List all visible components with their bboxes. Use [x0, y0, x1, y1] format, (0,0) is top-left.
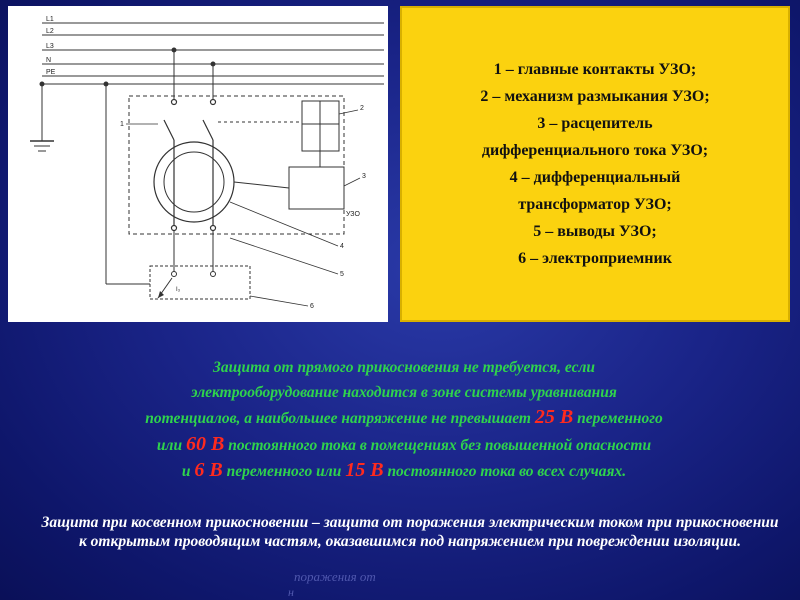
voltage-60v: 60 В	[185, 432, 225, 455]
p1-line-4: или 60 В постоянного тока в помещениях без повышенной опасности	[156, 432, 652, 455]
legend-item: трансформатор УЗО;	[518, 196, 672, 213]
p1-line-5: и 6 В переменного или 15 В постоянного тока во всех случаях.	[181, 459, 627, 481]
legend-item: 4 – дифференциальный	[509, 169, 681, 186]
voltage-15v: 15 В	[345, 459, 384, 481]
sensor-label: I₃	[176, 287, 181, 293]
indirect-contact-paragraph: Защита при косвенном прикосновении – защита от поражения электрическим током при прикосновении к открытым проводящим частям, оказавшимся под напряжением при повреждении изоляции.	[41, 514, 779, 550]
voltage-25v: 25 В	[534, 406, 574, 428]
legend-box	[400, 6, 790, 322]
callout-4: 4	[340, 243, 344, 250]
legend-item: 6 – электроприемник	[518, 250, 672, 267]
bus-label-l2: L2	[46, 28, 54, 35]
rcd-wiring-diagram	[8, 6, 388, 322]
rcd-schematic	[8, 6, 388, 322]
direct-contact-paragraph	[14, 356, 794, 485]
bus-label-l1: L1	[46, 16, 54, 23]
voltage-6v: 6 В	[194, 459, 223, 481]
callout-3: 3	[362, 173, 366, 180]
callout-2: 2	[360, 105, 364, 112]
faded-text: н	[288, 585, 294, 599]
rcd-label: УЗО	[346, 211, 360, 218]
ground-symbol	[30, 82, 54, 151]
p1-line-2: электрооборудование находится в зоне системы уравнивания	[191, 383, 617, 401]
legend-item: дифференциального тока УЗО;	[481, 142, 709, 159]
faded-text: поражения от	[294, 569, 376, 584]
legend-item: 5 – выводы УЗО;	[533, 223, 657, 240]
legend-item: 3 – расцепитель	[537, 115, 653, 132]
p1-line-3: потенциалов, а наибольшее напряжение не превышает 25 В переменного	[145, 406, 663, 428]
electrical-load	[150, 266, 250, 299]
bus-label-l3: L3	[46, 43, 54, 50]
bus-label-pe: PE	[46, 69, 56, 76]
callout-1: 1	[120, 121, 124, 128]
legend-item: 1 – главные контакты УЗО;	[493, 61, 697, 78]
legend-item: 2 – механизм размыкания УЗО;	[480, 88, 710, 105]
callout-6: 6	[310, 303, 314, 310]
differential-transformer	[154, 142, 234, 222]
rcd-housing	[129, 96, 344, 234]
bus-label-n: N	[46, 57, 52, 64]
residual-current-release	[289, 167, 344, 209]
release-mechanism	[218, 101, 339, 151]
callout-5: 5	[340, 271, 344, 278]
p1-line-1: Защита от прямого прикосновения не требуется, если	[212, 359, 596, 376]
